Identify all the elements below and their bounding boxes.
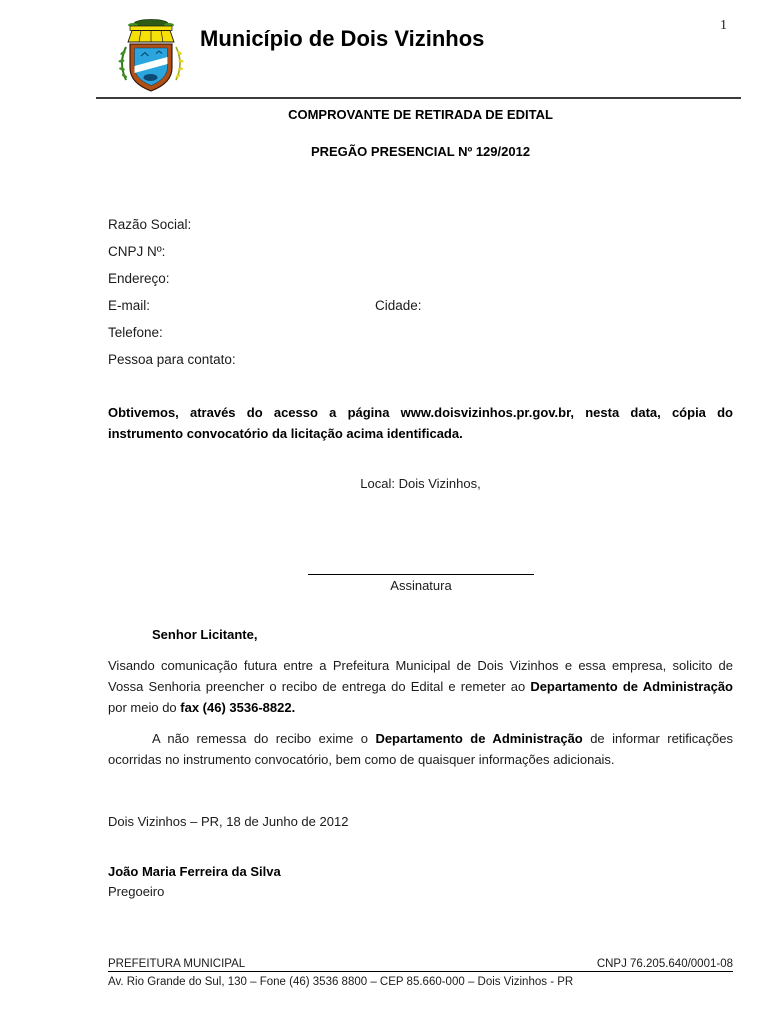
municipality-coat-of-arms-logo <box>115 17 187 95</box>
email-label: E-mail: <box>108 298 151 313</box>
header-divider <box>96 97 741 99</box>
logo-lake-mark <box>144 74 158 81</box>
endereco-label: Endereço: <box>108 271 170 286</box>
page-number: 1 <box>720 18 727 33</box>
para1-text-2: por meio do <box>108 700 181 715</box>
signer-name: João Maria Ferreira da Silva <box>108 864 281 879</box>
form-row-razao-social <box>108 211 733 238</box>
signer-title: Pregoeiro <box>108 884 165 899</box>
salutation: Senhor Licitante, <box>152 627 258 642</box>
form-row-cnpj <box>108 238 733 265</box>
para1-bold-departamento: Departamento de Administração <box>530 679 733 694</box>
para1-bold-fax: fax (46) 3536-8822. <box>180 700 296 715</box>
signer-block <box>108 862 733 902</box>
para2-text: A não remessa do recibo exime o <box>152 731 376 746</box>
org-name-title: Município de Dois Vizinhos <box>200 26 485 51</box>
footer-rule-row <box>108 956 733 972</box>
paragraph-visando <box>108 655 733 718</box>
razao-social-label: Razão Social: <box>108 217 192 232</box>
local-line: Local: Dois Vizinhos, <box>360 476 481 491</box>
document-title: COMPROVANTE DE RETIRADA DE EDITAL <box>288 107 553 122</box>
assinatura-label: Assinatura <box>390 578 452 593</box>
document-subtitle: PREGÃO PRESENCIAL Nº 129/2012 <box>310 144 531 159</box>
footer-cnpj: CNPJ 76.205.640/0001-08 <box>596 958 733 970</box>
form-row-telefone <box>108 319 733 346</box>
para1-text: Visando comunicação futura entre a Prefeitura Municipal de Dois Vizinhos e essa empresa, solicito de Vossa Senhoria preencher o recibo de entrega do Edital e remeter ao <box>108 658 733 694</box>
para2-text-2: de informar retificações ocorridas no instrumento convocatório, bem como de quaisquer informações adicionais. <box>108 731 733 767</box>
telefone-label: Telefone: <box>108 325 163 340</box>
footer-prefeitura-label: PREFEITURA MUNICIPAL <box>108 958 246 970</box>
form-row-email-cidade <box>108 292 733 319</box>
cnpj-label: CNPJ Nº: <box>108 244 166 259</box>
contact-form <box>108 211 733 373</box>
signature-line <box>308 574 534 575</box>
date-line: Dois Vizinhos – PR, 18 de Junho de 2012 <box>108 814 349 829</box>
logo-crown-top <box>130 26 172 31</box>
form-row-contato <box>108 346 733 373</box>
cidade-label: Cidade: <box>375 298 422 313</box>
signature-block <box>308 574 534 593</box>
form-row-endereco <box>108 265 733 292</box>
pessoa-contato-label: Pessoa para contato: <box>108 352 236 367</box>
obtivemos-notice: Obtivemos, através do acesso a página www.doisvizinhos.pr.gov.br, nesta data, cópia do instrumento convocatório da licitação acima identificada. <box>108 405 733 441</box>
footer-address: Av. Rio Grande do Sul, 130 – Fone (46) 3536 8800 – CEP 85.660-000 – Dois Vizinhos - PR <box>108 976 574 988</box>
paragraph-nao-remessa <box>108 728 733 770</box>
para2-bold-departamento: Departamento de Administração <box>375 731 583 746</box>
